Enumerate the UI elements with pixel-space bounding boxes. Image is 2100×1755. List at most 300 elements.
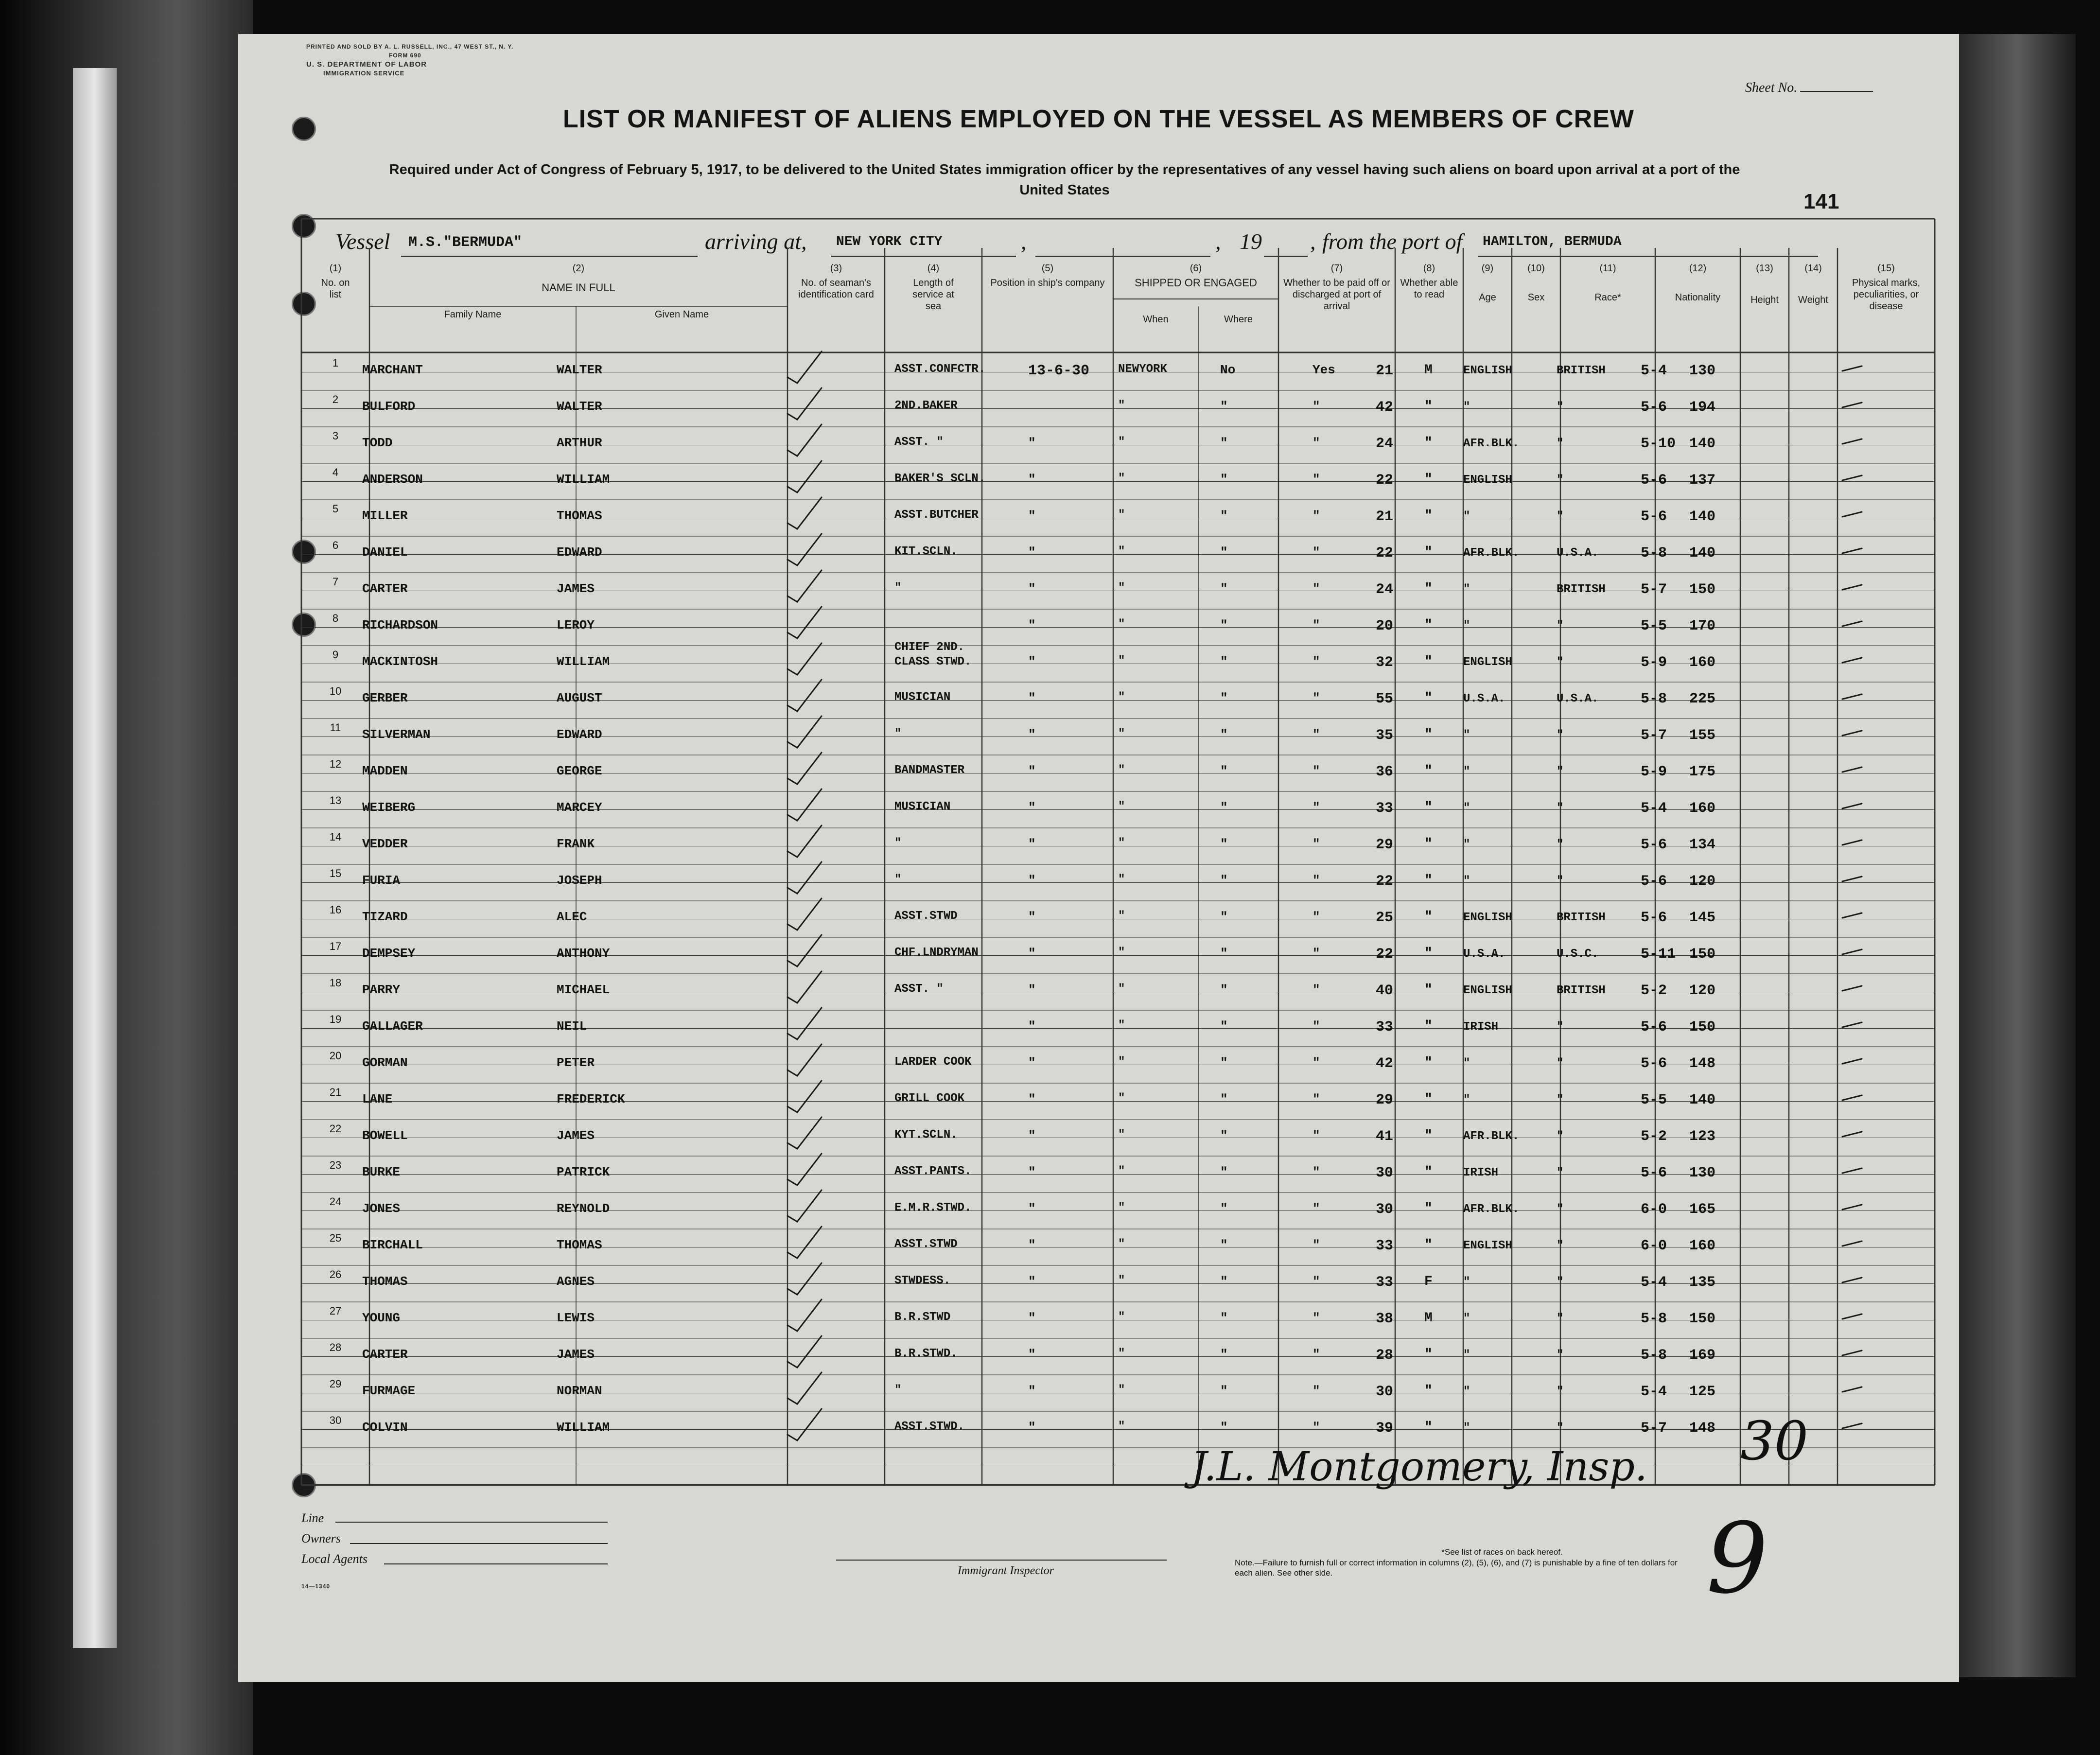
col-15-number: (15) [1877, 263, 1895, 274]
height: 5-10 [1641, 436, 1676, 452]
weight: 170 [1689, 618, 1716, 634]
shipped-where: " [1118, 1238, 1125, 1251]
position: MUSICIAN [894, 691, 951, 704]
paid-off: " [1220, 654, 1228, 669]
sex: " [1424, 1165, 1433, 1180]
paid-off: " [1220, 1274, 1228, 1289]
given-name: LEROY [557, 618, 595, 632]
shipped-when: " [1028, 1420, 1036, 1435]
nationality: " [1557, 1093, 1564, 1106]
sex: " [1424, 727, 1433, 742]
given-name: MARCEY [557, 800, 602, 815]
able-to-read: " [1312, 399, 1320, 414]
family-name: DANIEL [362, 545, 408, 560]
col-10-number: (10) [1527, 263, 1545, 274]
check-mark [788, 461, 822, 492]
paid-off: " [1220, 509, 1228, 523]
row-number: 13 [329, 794, 342, 807]
row-number: 2 [332, 393, 339, 405]
shipped-where: " [1118, 800, 1125, 813]
shipped-when: " [1028, 1019, 1036, 1034]
paid-off: " [1220, 1347, 1228, 1362]
sex: " [1424, 436, 1433, 451]
given-name: ARTHUR [557, 436, 602, 450]
nationality: " [1557, 765, 1564, 778]
paid-off: " [1220, 946, 1228, 961]
family-name: FURIA [362, 873, 401, 888]
physical-marks-dash [1842, 694, 1862, 699]
race: " [1463, 802, 1470, 815]
row-number: 12 [329, 758, 342, 770]
weight: 160 [1689, 654, 1716, 671]
sex: " [1424, 946, 1433, 961]
able-to-read: " [1312, 1311, 1320, 1325]
nationality: " [1557, 619, 1564, 632]
position: ASST.STWD [894, 1238, 958, 1251]
nationality: " [1557, 474, 1564, 487]
weight: 150 [1689, 1311, 1716, 1327]
paid-off: " [1220, 1019, 1228, 1034]
age: 21 [1376, 509, 1394, 525]
col-8-number: (8) [1423, 263, 1435, 274]
family-name: GALLAGER [362, 1019, 423, 1034]
given-name: EDWARD [557, 545, 602, 560]
race: AFR.BLK. [1463, 546, 1520, 560]
physical-marks-dash [1842, 1059, 1862, 1064]
shipped-where: " [1118, 873, 1125, 886]
position: ASST. " [894, 436, 944, 449]
row-number: 28 [329, 1341, 342, 1353]
race: U.S.A. [1463, 948, 1505, 961]
paid-off: No [1220, 363, 1236, 377]
given-name: EDWARD [557, 727, 602, 742]
able-to-read: " [1312, 1165, 1320, 1179]
height: 5-8 [1641, 1347, 1667, 1364]
physical-marks-dash [1842, 1022, 1862, 1027]
position: B.R.STWD [894, 1311, 951, 1324]
nationality: " [1557, 510, 1564, 523]
check-mark [788, 898, 822, 930]
nationality: U.S.A. [1557, 546, 1599, 560]
paid-off: " [1220, 1420, 1228, 1435]
paid-off: " [1220, 1055, 1228, 1070]
row-number: 19 [329, 1013, 342, 1025]
nationality: " [1557, 1349, 1564, 1362]
shipped-when: " [1028, 764, 1036, 778]
height: 5-6 [1641, 1055, 1667, 1072]
race: ENGLISH [1463, 364, 1512, 377]
family-name: GERBER [362, 691, 408, 705]
family-name: MACKINTOSH [362, 654, 438, 669]
shipped-where: " [1118, 910, 1125, 923]
weight: 150 [1689, 581, 1716, 598]
col-12-label: Nationality [1675, 292, 1721, 303]
paid-off: " [1220, 983, 1228, 997]
owners-label: Owners [301, 1531, 341, 1545]
sex: " [1424, 1384, 1433, 1399]
race: ENGLISH [1463, 911, 1512, 924]
col-2-family-label: Family Name [444, 309, 502, 320]
shipped-where: " [1118, 1384, 1125, 1397]
shipped-when: " [1028, 472, 1036, 487]
family-name: MILLER [362, 509, 408, 523]
given-name: FRANK [557, 837, 595, 851]
position: ASST. " [894, 983, 944, 996]
age: 22 [1376, 873, 1394, 890]
nationality: " [1557, 437, 1564, 450]
nationality: " [1557, 1130, 1564, 1143]
given-name: NORMAN [557, 1384, 602, 1398]
line-label: Line [301, 1511, 324, 1525]
row-number: 7 [332, 576, 339, 588]
height: 5-9 [1641, 764, 1667, 780]
col-3-label: No. of seaman's identification card [798, 278, 874, 300]
sheet-number: 141 [1803, 190, 1839, 213]
age: 22 [1376, 946, 1394, 963]
weight: 140 [1689, 509, 1716, 525]
nationality: " [1557, 729, 1564, 742]
nationality: U.S.A. [1557, 692, 1599, 705]
physical-marks-dash [1842, 1423, 1862, 1428]
paid-off: " [1220, 727, 1228, 742]
weight: 150 [1689, 1019, 1716, 1035]
check-mark [788, 1008, 822, 1039]
shipped-where: " [1118, 1347, 1125, 1360]
given-name: LEWIS [557, 1311, 595, 1325]
family-name: CARTER [362, 1347, 408, 1362]
age: 30 [1376, 1165, 1394, 1181]
check-mark [788, 680, 822, 711]
nationality: " [1557, 1166, 1564, 1179]
position: " [894, 1384, 902, 1397]
race: AFR.BLK. [1463, 1130, 1520, 1143]
age: 40 [1376, 983, 1394, 999]
sex: " [1424, 837, 1433, 852]
given-name: AGNES [557, 1274, 595, 1289]
check-mark [788, 862, 822, 894]
able-to-read: " [1312, 1384, 1320, 1398]
family-name: FURMAGE [362, 1384, 416, 1398]
able-to-read: " [1312, 618, 1320, 632]
given-name: WILLIAM [557, 654, 610, 669]
shipped-where: " [1118, 764, 1125, 777]
sex: " [1424, 1092, 1433, 1107]
col-4-number: (4) [927, 263, 940, 274]
age: 33 [1376, 800, 1394, 817]
sheet-label: Sheet No. [1745, 80, 1798, 95]
shipped-where: " [1118, 691, 1125, 704]
family-name: BOWELL [362, 1128, 408, 1143]
age: 21 [1376, 363, 1394, 379]
position: " [894, 727, 902, 740]
able-to-read: " [1312, 727, 1320, 742]
age: 33 [1376, 1238, 1394, 1254]
weight: 135 [1689, 1274, 1716, 1291]
able-to-read: " [1312, 910, 1320, 924]
row-number: 29 [329, 1378, 342, 1390]
physical-marks-dash [1842, 1387, 1862, 1392]
family-name: PARRY [362, 983, 401, 997]
family-name: CARTER [362, 581, 408, 596]
sex: " [1424, 691, 1433, 706]
shipped-where: " [1118, 509, 1125, 522]
paid-off: " [1220, 1238, 1228, 1252]
family-name: SILVERMAN [362, 727, 431, 742]
col-7-label: Whether to be paid off or discharged at port of arrival [1283, 278, 1390, 312]
from-port: HAMILTON, BERMUDA [1483, 234, 1622, 249]
check-mark [788, 1409, 822, 1440]
weight: 148 [1689, 1055, 1716, 1072]
physical-marks-dash [1842, 731, 1862, 736]
sex: " [1424, 800, 1433, 815]
given-name: JAMES [557, 1128, 595, 1143]
physical-marks-dash [1842, 1132, 1862, 1137]
weight: 194 [1689, 399, 1716, 416]
nationality: " [1557, 656, 1564, 669]
col-5-label: Position in ship's company [990, 278, 1105, 288]
given-name: WILLIAM [557, 472, 610, 487]
sex: " [1424, 472, 1433, 487]
physical-marks-dash [1842, 1168, 1862, 1173]
position: BAKER'S SCLN. [894, 472, 986, 485]
height: 5-6 [1641, 837, 1667, 853]
able-to-read: " [1312, 837, 1320, 851]
shipped-where: " [1118, 983, 1125, 996]
nationality: BRITISH [1557, 364, 1606, 377]
shipped-where: " [1118, 581, 1125, 595]
check-mark [788, 971, 822, 1003]
given-name: ALEC [557, 910, 587, 924]
vessel-name: M.S."BERMUDA" [408, 234, 523, 251]
given-name: MICHAEL [557, 983, 610, 997]
age: 30 [1376, 1384, 1394, 1400]
shipped-when: " [1028, 436, 1036, 450]
check-mark [788, 1263, 822, 1295]
from-label: from the port of [1322, 229, 1463, 254]
vessel-label: Vessel [335, 229, 390, 254]
manifest-page [238, 34, 1959, 1682]
weight: 150 [1689, 946, 1716, 963]
col-1-number: (1) [329, 263, 342, 274]
nationality: BRITISH [1557, 911, 1606, 924]
paid-off: " [1220, 1092, 1228, 1106]
position: ASST.CONFCTR. [894, 363, 986, 376]
check-mark [788, 1227, 822, 1258]
inspector-label: Immigrant Inspector [958, 1564, 1054, 1577]
physical-marks-dash [1842, 439, 1862, 444]
row-number: 24 [329, 1195, 342, 1208]
race-note: *See list of races on back hereof. [1441, 1547, 1563, 1557]
shipped-where: " [1118, 436, 1125, 449]
sex: " [1424, 654, 1433, 669]
family-name: GORMAN [362, 1055, 408, 1070]
family-name: ANDERSON [362, 472, 423, 487]
shipped-where: " [1118, 1201, 1125, 1214]
col-3-number: (3) [830, 263, 842, 274]
height: 5-6 [1641, 1165, 1667, 1181]
col-2-given-label: Given Name [654, 309, 709, 320]
col-6-when-label: When [1143, 314, 1169, 325]
height: 5-7 [1641, 581, 1667, 598]
age: 24 [1376, 436, 1394, 452]
race: " [1463, 1349, 1470, 1362]
sex: " [1424, 1201, 1433, 1216]
position: " [894, 873, 902, 886]
col-9-label: Age [1479, 292, 1496, 303]
age: 22 [1376, 472, 1394, 489]
able-to-read: " [1312, 691, 1320, 705]
row-number: 6 [332, 539, 339, 551]
nationality: " [1557, 1203, 1564, 1216]
sex: " [1424, 910, 1433, 925]
col-12-number: (12) [1689, 263, 1707, 274]
race: " [1463, 583, 1470, 596]
physical-marks-dash [1842, 366, 1862, 371]
age: 42 [1376, 1055, 1394, 1072]
height: 5-7 [1641, 1420, 1667, 1437]
arriving-port: NEW YORK CITY [836, 234, 943, 249]
col-9-number: (9) [1481, 263, 1494, 274]
shipped-when: " [1028, 1274, 1036, 1289]
position: BANDMASTER [894, 764, 965, 777]
height: 5-11 [1641, 946, 1676, 963]
shipped-where: " [1118, 545, 1125, 558]
family-name: VEDDER [362, 837, 408, 851]
position: LARDER COOK [894, 1055, 972, 1069]
row-number: 23 [329, 1159, 342, 1171]
row-number: 21 [329, 1086, 342, 1098]
shipped-where: " [1118, 399, 1125, 412]
able-to-read: " [1312, 1274, 1320, 1289]
height: 5-7 [1641, 727, 1667, 744]
given-name: JAMES [557, 1347, 595, 1362]
physical-marks-dash [1842, 1314, 1862, 1319]
check-mark [788, 607, 822, 638]
shipped-when: " [1028, 1128, 1036, 1143]
paid-off: " [1220, 1128, 1228, 1143]
binder-edge-right [1959, 34, 2076, 1677]
height: 5-6 [1641, 910, 1667, 926]
binder-strip [73, 68, 117, 1648]
paid-off: " [1220, 1311, 1228, 1325]
weight: 120 [1689, 983, 1716, 999]
row-number: 11 [330, 721, 341, 734]
paid-off: " [1220, 618, 1228, 632]
position: E.M.R.STWD. [894, 1201, 972, 1214]
shipped-where: " [1118, 727, 1125, 740]
col-14-label: Weight [1798, 295, 1828, 305]
race: ENGLISH [1463, 474, 1512, 487]
race: IRISH [1463, 1020, 1499, 1034]
race: ENGLISH [1463, 984, 1512, 997]
row-number: 25 [329, 1232, 342, 1244]
race: " [1463, 1093, 1470, 1106]
able-to-read: " [1312, 1201, 1320, 1216]
col-6-number: (6) [1190, 263, 1202, 274]
family-name: RICHARDSON [362, 618, 438, 632]
weight: 148 [1689, 1420, 1716, 1437]
physical-marks-dash [1842, 1351, 1862, 1355]
col-7-number: (7) [1330, 263, 1343, 274]
weight: 130 [1689, 363, 1716, 379]
row-number: 22 [329, 1123, 342, 1135]
position: ASST.STWD [894, 910, 958, 923]
race: " [1463, 401, 1470, 414]
shipped-when: " [1028, 800, 1036, 815]
weight: 160 [1689, 800, 1716, 817]
nationality: " [1557, 1312, 1564, 1325]
row-number: 1 [332, 357, 339, 369]
height: 6-0 [1641, 1238, 1667, 1254]
given-name: PATRICK [557, 1165, 610, 1179]
row-number: 18 [329, 977, 342, 989]
binder-edge-left [0, 0, 253, 1755]
shipped-when: " [1028, 581, 1036, 596]
race: " [1463, 875, 1470, 888]
shipped-where: " [1118, 1311, 1125, 1324]
physical-marks-dash [1842, 767, 1862, 772]
shipped-where: " [1118, 654, 1125, 667]
row-number: 17 [329, 940, 342, 952]
sex: " [1424, 1347, 1433, 1362]
nationality: " [1557, 838, 1564, 851]
check-mark [788, 1299, 822, 1331]
row-number: 30 [329, 1414, 342, 1426]
year-label: 19 [1240, 229, 1262, 254]
height: 5-8 [1641, 545, 1667, 562]
row-number: 3 [332, 430, 339, 442]
physical-marks-dash [1842, 403, 1862, 407]
check-mark [788, 825, 822, 857]
shipped-where: " [1118, 618, 1125, 631]
age: 41 [1376, 1128, 1394, 1145]
given-name: PETER [557, 1055, 595, 1070]
age: 42 [1376, 399, 1394, 416]
height: 5-6 [1641, 399, 1667, 416]
race: " [1463, 838, 1470, 851]
physical-marks-dash [1842, 913, 1862, 918]
shipped-when: " [1028, 1384, 1036, 1398]
family-name: BURKE [362, 1165, 401, 1179]
weight: 155 [1689, 727, 1716, 744]
race: " [1463, 765, 1470, 778]
shipped-where: " [1118, 472, 1125, 485]
row-number: 10 [329, 685, 342, 697]
age: 28 [1376, 1347, 1394, 1364]
weight: 145 [1689, 910, 1716, 926]
physical-marks-dash [1842, 986, 1862, 991]
position: " [894, 837, 902, 850]
check-mark [788, 1336, 822, 1368]
col-6-where-label: Where [1224, 314, 1253, 325]
shipped-where: " [1118, 1092, 1125, 1105]
nationality: BRITISH [1557, 984, 1606, 997]
height: 5-6 [1641, 472, 1667, 489]
family-name: THOMAS [362, 1274, 408, 1289]
row-number: 9 [332, 649, 339, 661]
col-2-label: NAME IN FULL [542, 281, 615, 294]
given-name: THOMAS [557, 1238, 602, 1252]
shipped-when: " [1028, 618, 1036, 632]
able-to-read: " [1312, 581, 1320, 596]
row-number: 5 [332, 503, 339, 515]
age: 29 [1376, 1092, 1394, 1108]
family-name: WEIBERG [362, 800, 416, 815]
form-code: 14—1340 [301, 1583, 331, 1590]
check-mark [788, 789, 822, 821]
col-11-label: Race* [1594, 292, 1621, 303]
position: CHF.LNDRYMAN [894, 946, 979, 959]
